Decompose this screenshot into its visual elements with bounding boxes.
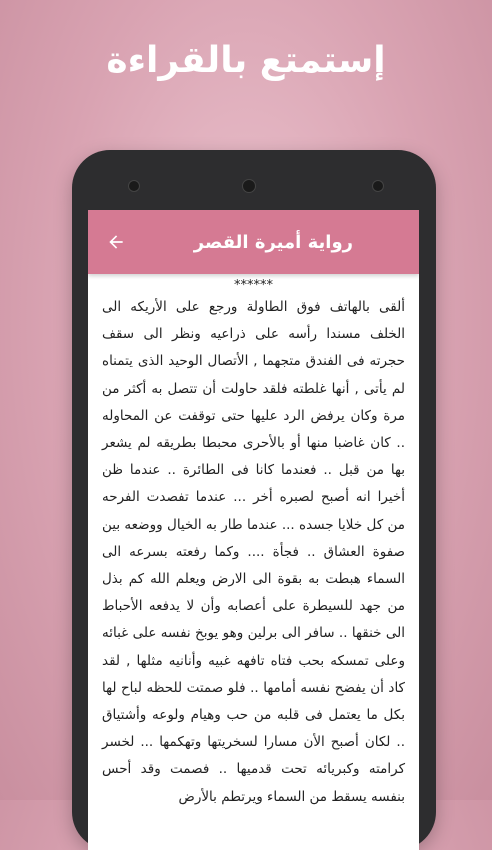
promo-title: إستمتع بالقراءة — [106, 40, 386, 81]
section-separator: ****** — [234, 278, 273, 293]
speaker-icon — [242, 179, 256, 193]
arrow-back-icon — [106, 232, 126, 252]
camera-icon — [128, 180, 140, 192]
phone-frame — [72, 150, 436, 850]
story-content — [88, 274, 419, 811]
back-button[interactable] — [100, 226, 132, 258]
story-text: ألقى بالهاتف فوق الطاولة ورجع على الأريكه الى الخلف مسندا رأسه على ذراعيه ونظر الى سقف حجرته فى الفندق متجهما , الأتصال الوحيد الذى يتمناه لم يأتى , أنها غلطته فلقد حاولت أن تتصل به أكثر من مرة وكان يرفض الرد عليها حتى توقفت عن المحاوله .. كان غاضبا منها أو بالأحرى محبطا بطريقه لم يشعر بها من قبل .. فعندما كانا فى الطائرة .. عندما ظن أخيرا انه أصبح لصبره أخر ... عندما تفصدت الفرحه من كل خلايا جسده ... عندما طار به الخيال ووضعه بين صفوة العشاق .. فجأة .... وكما رفعته بسرعه الى السماء هبطت به بقوة الى الارض ويعلم الله كم بذل من جهد للسيطرة على أعصابه وأن لا يدفعه الأحباط الى خنقها .. سافر الى برلين وهو يوبخ نفسه على غبائه وعلى تمسكه بحب فتاه تافهه غبيه وأنانيه مثلها , لقد كاد أن يفضح نفسه أمامها .. فلو صمتت للحظه لباح لها بكل ما يعتمل فى قلبه من حب وهيام ولوعه وأشتياق .. لكان أصبح الأن مسارا لسخريتها وتهكمها ... لخسر كرامته وكبريائه تحت قدميها .. فصمت وقد أحس بنفسه يسقط من السماء ويرتطم بالأرض — [102, 299, 405, 805]
app-bar — [88, 210, 419, 274]
app-bar-title: رواية أميرة القصر — [193, 231, 353, 253]
phone-screen — [88, 210, 419, 850]
sensor-icon — [372, 180, 384, 192]
